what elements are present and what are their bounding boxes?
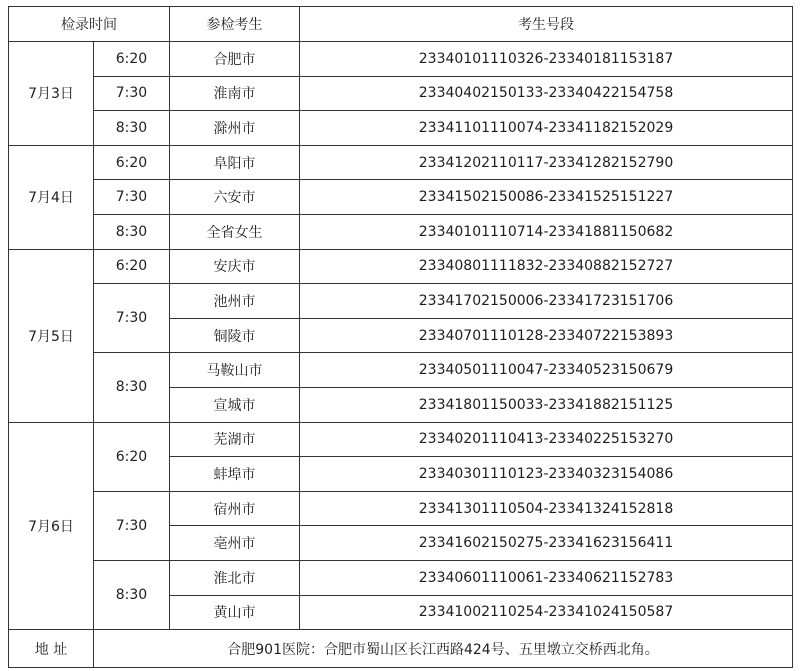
time-cell: 7:30 bbox=[94, 491, 170, 560]
number-range-cell: 23340402150133-23340422154758 bbox=[300, 76, 793, 111]
city-cell: 淮南市 bbox=[170, 76, 300, 111]
time-cell: 8:30 bbox=[94, 214, 170, 249]
city-cell: 马鞍山市 bbox=[170, 353, 300, 388]
number-range-cell: 23341602150275-23341623156411 bbox=[300, 526, 793, 561]
city-cell: 安庆市 bbox=[170, 249, 300, 284]
city-cell: 合肥市 bbox=[170, 42, 300, 77]
date-cell: 7月6日 bbox=[9, 422, 94, 630]
number-range-cell: 23340701110128-23340722153893 bbox=[300, 318, 793, 353]
schedule-body bbox=[9, 7, 793, 668]
table-row bbox=[9, 180, 793, 215]
number-range-cell: 23340501110047-23340523150679 bbox=[300, 353, 793, 388]
city-cell: 黄山市 bbox=[170, 595, 300, 630]
city-cell: 宣城市 bbox=[170, 387, 300, 422]
number-range-cell: 23340101110326-23340181153187 bbox=[300, 42, 793, 77]
number-range-cell: 23341702150006-23341723151706 bbox=[300, 284, 793, 319]
city-cell: 全省女生 bbox=[170, 214, 300, 249]
time-cell: 8:30 bbox=[94, 560, 170, 629]
header-checkin-time: 检录时间 bbox=[9, 7, 170, 42]
number-range-cell: 23340201110413-23340225153270 bbox=[300, 422, 793, 457]
city-cell: 淮北市 bbox=[170, 560, 300, 595]
city-cell: 池州市 bbox=[170, 284, 300, 319]
header-row bbox=[9, 7, 793, 42]
number-range-cell: 23341202110117-23341282152790 bbox=[300, 145, 793, 180]
address-value: 合肥901医院：合肥市蜀山区长江西路424号、五里墩立交桥西北角。 bbox=[94, 630, 793, 668]
table-row bbox=[9, 353, 793, 388]
number-range-cell: 23341301110504-23341324152818 bbox=[300, 491, 793, 526]
time-cell: 7:30 bbox=[94, 180, 170, 215]
number-range-cell: 23341801150033-23341882151125 bbox=[300, 387, 793, 422]
city-cell: 芜湖市 bbox=[170, 422, 300, 457]
date-cell: 7月5日 bbox=[9, 249, 94, 422]
table-row bbox=[9, 560, 793, 595]
number-range-cell: 23340101110714-23341881150682 bbox=[300, 214, 793, 249]
number-range-cell: 23341101110074-23341182152029 bbox=[300, 111, 793, 146]
address-label: 地 址 bbox=[9, 630, 94, 668]
time-cell: 6:20 bbox=[94, 249, 170, 284]
city-cell: 阜阳市 bbox=[170, 145, 300, 180]
number-range-cell: 23340301110123-23340323154086 bbox=[300, 457, 793, 492]
table-row bbox=[9, 491, 793, 526]
table-row bbox=[9, 284, 793, 319]
table-row bbox=[9, 422, 793, 457]
number-range-cell: 23340601110061-23340621152783 bbox=[300, 560, 793, 595]
time-cell: 8:30 bbox=[94, 111, 170, 146]
city-cell: 宿州市 bbox=[170, 491, 300, 526]
city-cell: 蚌埠市 bbox=[170, 457, 300, 492]
table-row bbox=[9, 76, 793, 111]
table-row bbox=[9, 249, 793, 284]
time-cell: 7:30 bbox=[94, 76, 170, 111]
schedule-table bbox=[8, 6, 793, 668]
number-range-cell: 23340801111832-23340882152727 bbox=[300, 249, 793, 284]
table-row bbox=[9, 214, 793, 249]
header-candidates: 参检考生 bbox=[170, 7, 300, 42]
city-cell: 铜陵市 bbox=[170, 318, 300, 353]
time-cell: 6:20 bbox=[94, 145, 170, 180]
date-cell: 7月3日 bbox=[9, 42, 94, 146]
date-cell: 7月4日 bbox=[9, 145, 94, 249]
table-row bbox=[9, 42, 793, 77]
city-cell: 滁州市 bbox=[170, 111, 300, 146]
number-range-cell: 23341502150086-23341525151227 bbox=[300, 180, 793, 215]
time-cell: 6:20 bbox=[94, 422, 170, 491]
number-range-cell: 23341002110254-23341024150587 bbox=[300, 595, 793, 630]
table-row bbox=[9, 145, 793, 180]
time-cell: 6:20 bbox=[94, 42, 170, 77]
time-cell: 7:30 bbox=[94, 284, 170, 353]
city-cell: 六安市 bbox=[170, 180, 300, 215]
time-cell: 8:30 bbox=[94, 353, 170, 422]
header-number-range: 考生号段 bbox=[300, 7, 793, 42]
city-cell: 亳州市 bbox=[170, 526, 300, 561]
table-row bbox=[9, 111, 793, 146]
address-row bbox=[9, 630, 793, 668]
